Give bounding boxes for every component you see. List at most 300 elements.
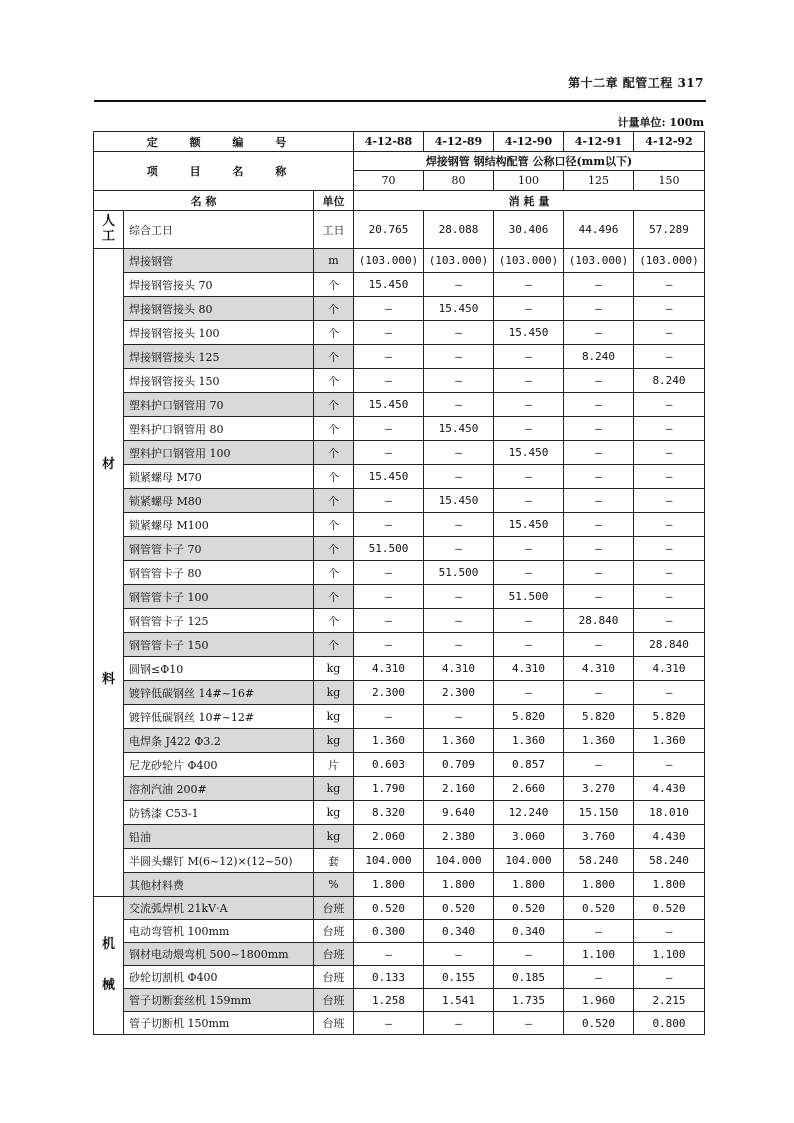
diameter: 80 <box>424 171 494 191</box>
row-value: 9.640 <box>424 801 494 825</box>
row-value: — <box>564 417 634 441</box>
row-unit: kg <box>314 657 354 681</box>
table-row <box>94 345 705 369</box>
row-value: — <box>354 321 424 345</box>
row-value: — <box>424 943 494 966</box>
row-value: 0.520 <box>564 1012 634 1035</box>
row-value: 8.240 <box>634 369 705 393</box>
item-desc: 焊接钢管 钢结构配管 公称口径(mm以下) <box>354 152 705 171</box>
row-name: 交流弧焊机 21kV·A <box>124 897 314 920</box>
row-value: 15.450 <box>424 297 494 321</box>
row-value: — <box>634 561 705 585</box>
row-name: 焊接钢管 <box>124 249 314 273</box>
row-unit: 个 <box>314 273 354 297</box>
row-unit: 个 <box>314 345 354 369</box>
row-value: — <box>494 943 564 966</box>
row-name: 管子切断套丝机 159mm <box>124 989 314 1012</box>
table-row <box>94 825 705 849</box>
row-value: — <box>424 1012 494 1035</box>
row-value: 1.360 <box>634 729 705 753</box>
row-value: 0.185 <box>494 966 564 989</box>
table-row <box>94 249 705 273</box>
row-value: 4.430 <box>634 777 705 801</box>
row-value: — <box>424 705 494 729</box>
unit-note: 计量单位: 100m <box>617 116 704 129</box>
row-value: 28.840 <box>564 609 634 633</box>
table-row <box>94 729 705 753</box>
row-value: — <box>634 753 705 777</box>
row-value: — <box>354 417 424 441</box>
unit-header: 单位 <box>314 191 354 211</box>
header-rule <box>94 100 706 102</box>
diameter: 150 <box>634 171 705 191</box>
row-value: — <box>564 537 634 561</box>
category-machine <box>94 897 124 1035</box>
row-value: 1.360 <box>494 729 564 753</box>
row-value: — <box>494 345 564 369</box>
row-unit: 个 <box>314 297 354 321</box>
row-name: 钢管管卡子 125 <box>124 609 314 633</box>
table-row <box>94 705 705 729</box>
row-value: — <box>354 369 424 393</box>
table-row <box>94 897 705 920</box>
table-row <box>94 465 705 489</box>
row-name: 钢管管卡子 150 <box>124 633 314 657</box>
row-value: — <box>634 513 705 537</box>
row-value: — <box>564 273 634 297</box>
row-unit: kg <box>314 681 354 705</box>
category-char: 料 <box>101 671 115 687</box>
row-name: 塑料护口钢管用 70 <box>124 393 314 417</box>
column-header-row <box>94 191 705 211</box>
row-value: 15.450 <box>494 441 564 465</box>
row-value: (103.000) <box>354 249 424 273</box>
row-name: 电焊条 J422 Φ3.2 <box>124 729 314 753</box>
row-value: 1.735 <box>494 989 564 1012</box>
table-row <box>94 537 705 561</box>
row-value: — <box>634 966 705 989</box>
row-value: — <box>564 561 634 585</box>
quota-code: 4-12-90 <box>494 132 564 152</box>
row-value: — <box>634 585 705 609</box>
row-value: 0.155 <box>424 966 494 989</box>
category-char: 械 <box>101 977 115 993</box>
row-unit: kg <box>314 801 354 825</box>
row-value: 0.857 <box>494 753 564 777</box>
row-value: — <box>494 609 564 633</box>
row-value: — <box>494 465 564 489</box>
table-row <box>94 681 705 705</box>
row-unit: 台班 <box>314 966 354 989</box>
row-value: 0.133 <box>354 966 424 989</box>
row-value: 28.088 <box>424 211 494 249</box>
row-name: 铅油 <box>124 825 314 849</box>
row-value: — <box>354 705 424 729</box>
row-value: — <box>354 609 424 633</box>
row-value: 44.496 <box>564 211 634 249</box>
table-row <box>94 849 705 873</box>
row-value: 3.060 <box>494 825 564 849</box>
table-row <box>94 273 705 297</box>
row-value: 15.450 <box>354 465 424 489</box>
row-value: — <box>564 441 634 465</box>
row-value: — <box>354 585 424 609</box>
row-value: — <box>564 585 634 609</box>
row-value: 51.500 <box>354 537 424 561</box>
row-value: — <box>424 369 494 393</box>
row-value: 18.010 <box>634 801 705 825</box>
table-row <box>94 513 705 537</box>
row-unit: 台班 <box>314 897 354 920</box>
row-value: — <box>494 537 564 561</box>
row-value: — <box>564 753 634 777</box>
row-value: 3.760 <box>564 825 634 849</box>
row-value: — <box>424 513 494 537</box>
table-row <box>94 801 705 825</box>
row-value: — <box>424 585 494 609</box>
row-value: 5.820 <box>634 705 705 729</box>
row-value: — <box>424 633 494 657</box>
row-value: — <box>424 537 494 561</box>
quota-code: 4-12-89 <box>424 132 494 152</box>
row-value: — <box>634 465 705 489</box>
row-value: 2.380 <box>424 825 494 849</box>
row-value: 1.360 <box>424 729 494 753</box>
row-value: — <box>354 561 424 585</box>
row-name: 半圆头螺钉 M(6~12)×(12~50) <box>124 849 314 873</box>
row-value: 4.310 <box>424 657 494 681</box>
row-value: 1.800 <box>424 873 494 897</box>
row-value: 0.520 <box>354 897 424 920</box>
row-unit: 个 <box>314 321 354 345</box>
row-value: — <box>634 393 705 417</box>
row-unit: 个 <box>314 633 354 657</box>
row-value: 2.215 <box>634 989 705 1012</box>
row-value: — <box>634 609 705 633</box>
table-row <box>94 753 705 777</box>
row-value: 4.310 <box>494 657 564 681</box>
row-value: 4.310 <box>354 657 424 681</box>
row-unit: 个 <box>314 513 354 537</box>
quota-code-row <box>94 132 705 152</box>
table-row <box>94 943 705 966</box>
row-name: 钢材电动煨弯机 500~1800mm <box>124 943 314 966</box>
row-value: — <box>424 273 494 297</box>
row-value: 1.100 <box>564 943 634 966</box>
row-value: — <box>634 537 705 561</box>
diameter: 100 <box>494 171 564 191</box>
row-value: — <box>564 393 634 417</box>
row-unit: 个 <box>314 441 354 465</box>
row-value: — <box>424 609 494 633</box>
row-value: 1.800 <box>354 873 424 897</box>
row-name: 溶剂汽油 200# <box>124 777 314 801</box>
row-value: — <box>354 441 424 465</box>
row-value: — <box>634 273 705 297</box>
table-row <box>94 609 705 633</box>
table-row <box>94 561 705 585</box>
row-value: 2.160 <box>424 777 494 801</box>
row-value: 1.360 <box>354 729 424 753</box>
row-value: 1.800 <box>634 873 705 897</box>
row-value: 0.520 <box>424 897 494 920</box>
row-unit: 个 <box>314 393 354 417</box>
row-value: — <box>494 633 564 657</box>
row-value: 104.000 <box>494 849 564 873</box>
row-value: 5.820 <box>564 705 634 729</box>
row-value: — <box>634 297 705 321</box>
row-name: 尼龙砂轮片 Φ400 <box>124 753 314 777</box>
row-value: (103.000) <box>494 249 564 273</box>
row-value: — <box>494 393 564 417</box>
quota-code: 4-12-92 <box>634 132 705 152</box>
row-value: — <box>634 681 705 705</box>
row-value: 0.340 <box>424 920 494 943</box>
table-row <box>94 297 705 321</box>
table-row <box>94 441 705 465</box>
row-value: 15.450 <box>424 417 494 441</box>
row-unit: 个 <box>314 465 354 489</box>
row-value: 2.300 <box>354 681 424 705</box>
row-name: 焊接钢管接头 70 <box>124 273 314 297</box>
row-unit: 个 <box>314 537 354 561</box>
row-value: 4.430 <box>634 825 705 849</box>
table-row <box>94 1012 705 1035</box>
category-char: 工 <box>101 228 115 244</box>
category-material <box>94 249 124 897</box>
row-value: — <box>634 441 705 465</box>
quota-table-body <box>94 132 705 1035</box>
row-value: — <box>634 920 705 943</box>
row-value: 2.060 <box>354 825 424 849</box>
row-unit: kg <box>314 825 354 849</box>
row-value: — <box>424 345 494 369</box>
row-unit: 个 <box>314 489 354 513</box>
table-row <box>94 966 705 989</box>
table-row <box>94 393 705 417</box>
row-value: 0.800 <box>634 1012 705 1035</box>
row-value: (103.000) <box>564 249 634 273</box>
category-char: 材 <box>101 456 115 472</box>
row-value: 0.340 <box>494 920 564 943</box>
row-name: 管子切断机 150mm <box>124 1012 314 1035</box>
row-value: — <box>354 297 424 321</box>
row-unit: 台班 <box>314 1012 354 1035</box>
row-value: — <box>494 369 564 393</box>
row-name: 锁紧螺母 M80 <box>124 489 314 513</box>
name-header: 名 称 <box>94 191 314 211</box>
row-value: 3.270 <box>564 777 634 801</box>
row-value: 0.520 <box>494 897 564 920</box>
row-value: 51.500 <box>424 561 494 585</box>
row-unit: 套 <box>314 849 354 873</box>
row-value: 2.660 <box>494 777 564 801</box>
row-name: 焊接钢管接头 150 <box>124 369 314 393</box>
row-value: — <box>634 321 705 345</box>
row-value: 58.240 <box>564 849 634 873</box>
category-labor <box>94 211 124 249</box>
row-value: 51.500 <box>494 585 564 609</box>
row-name: 焊接钢管接头 125 <box>124 345 314 369</box>
row-name: 电动弯管机 100mm <box>124 920 314 943</box>
row-name: 锁紧螺母 M70 <box>124 465 314 489</box>
row-value: — <box>564 321 634 345</box>
row-value: — <box>354 1012 424 1035</box>
row-name: 其他材料费 <box>124 873 314 897</box>
row-value: 1.800 <box>494 873 564 897</box>
row-value: — <box>564 465 634 489</box>
row-value: — <box>494 561 564 585</box>
row-value: — <box>424 465 494 489</box>
row-unit: kg <box>314 729 354 753</box>
table-row <box>94 657 705 681</box>
row-value: 1.541 <box>424 989 494 1012</box>
row-name: 综合工日 <box>124 211 314 249</box>
row-value: 30.406 <box>494 211 564 249</box>
row-value: — <box>424 441 494 465</box>
row-name: 焊接钢管接头 80 <box>124 297 314 321</box>
row-value: 4.310 <box>564 657 634 681</box>
quota-code: 4-12-91 <box>564 132 634 152</box>
diameter: 70 <box>354 171 424 191</box>
row-value: — <box>564 633 634 657</box>
table-row <box>94 211 705 249</box>
row-value: — <box>564 681 634 705</box>
row-value: — <box>634 345 705 369</box>
row-value: — <box>354 345 424 369</box>
row-value: — <box>634 417 705 441</box>
row-unit: 个 <box>314 609 354 633</box>
table-row <box>94 777 705 801</box>
table-row <box>94 873 705 897</box>
row-value: 15.450 <box>354 393 424 417</box>
row-value: — <box>494 1012 564 1035</box>
row-unit: 台班 <box>314 989 354 1012</box>
row-value: — <box>564 966 634 989</box>
item-desc-row <box>94 152 705 171</box>
row-value: 8.320 <box>354 801 424 825</box>
category-char: 机 <box>101 936 115 952</box>
quota-table <box>93 131 705 1035</box>
row-value: — <box>494 297 564 321</box>
consumption-header: 消 耗 量 <box>354 191 705 211</box>
row-value: 15.450 <box>424 489 494 513</box>
row-value: 1.960 <box>564 989 634 1012</box>
page-header: 第十二章 配管工程 317 <box>568 76 704 90</box>
table-row <box>94 417 705 441</box>
row-unit: kg <box>314 777 354 801</box>
row-value: — <box>494 489 564 513</box>
row-unit: kg <box>314 705 354 729</box>
row-value: (103.000) <box>634 249 705 273</box>
row-name: 砂轮切割机 Φ400 <box>124 966 314 989</box>
row-name: 钢管管卡子 70 <box>124 537 314 561</box>
row-value: — <box>424 321 494 345</box>
row-value: — <box>564 920 634 943</box>
row-value: — <box>354 489 424 513</box>
row-value: — <box>634 489 705 513</box>
row-name: 镀锌低碳钢丝 10#~12# <box>124 705 314 729</box>
row-unit: m <box>314 249 354 273</box>
row-value: 2.300 <box>424 681 494 705</box>
row-unit: 个 <box>314 417 354 441</box>
table-row <box>94 321 705 345</box>
row-value: 12.240 <box>494 801 564 825</box>
row-value: 4.310 <box>634 657 705 681</box>
row-value: — <box>424 393 494 417</box>
table-row <box>94 633 705 657</box>
row-value: 28.840 <box>634 633 705 657</box>
row-value: — <box>564 489 634 513</box>
quota-code: 4-12-88 <box>354 132 424 152</box>
row-value: — <box>354 633 424 657</box>
row-value: 15.450 <box>494 321 564 345</box>
row-value: 5.820 <box>494 705 564 729</box>
row-name: 圆钢≤Φ10 <box>124 657 314 681</box>
table-row <box>94 920 705 943</box>
row-value: — <box>354 943 424 966</box>
row-value: 0.520 <box>634 897 705 920</box>
row-value: — <box>494 273 564 297</box>
row-name: 塑料护口钢管用 100 <box>124 441 314 465</box>
row-value: 104.000 <box>424 849 494 873</box>
table-row <box>94 369 705 393</box>
row-value: 0.709 <box>424 753 494 777</box>
row-value: — <box>564 513 634 537</box>
row-value: 1.360 <box>564 729 634 753</box>
item-label: 项 目 名 称 <box>94 152 354 191</box>
row-value: 1.800 <box>564 873 634 897</box>
row-name: 钢管管卡子 80 <box>124 561 314 585</box>
row-unit: 工日 <box>314 211 354 249</box>
row-name: 钢管管卡子 100 <box>124 585 314 609</box>
row-value: 0.300 <box>354 920 424 943</box>
row-value: 1.258 <box>354 989 424 1012</box>
row-unit: 个 <box>314 585 354 609</box>
row-unit: 台班 <box>314 943 354 966</box>
row-value: 57.289 <box>634 211 705 249</box>
row-value: 0.603 <box>354 753 424 777</box>
table-row <box>94 989 705 1012</box>
row-value: 58.240 <box>634 849 705 873</box>
row-value: — <box>494 681 564 705</box>
row-unit: 台班 <box>314 920 354 943</box>
row-value: 8.240 <box>564 345 634 369</box>
row-value: — <box>564 297 634 321</box>
row-name: 锁紧螺母 M100 <box>124 513 314 537</box>
row-value: 15.150 <box>564 801 634 825</box>
row-value: — <box>354 513 424 537</box>
row-value: 1.790 <box>354 777 424 801</box>
row-value: — <box>564 369 634 393</box>
row-value: 15.450 <box>354 273 424 297</box>
row-value: 0.520 <box>564 897 634 920</box>
diameter: 125 <box>564 171 634 191</box>
row-value: 15.450 <box>494 513 564 537</box>
row-name: 焊接钢管接头 100 <box>124 321 314 345</box>
row-unit: 片 <box>314 753 354 777</box>
row-unit: % <box>314 873 354 897</box>
row-unit: 个 <box>314 561 354 585</box>
row-value: 1.100 <box>634 943 705 966</box>
row-name: 防锈漆 C53-1 <box>124 801 314 825</box>
row-unit: 个 <box>314 369 354 393</box>
row-value: 104.000 <box>354 849 424 873</box>
category-char: 人 <box>101 213 115 229</box>
quota-label: 定 额 编 号 <box>94 132 354 152</box>
row-name: 镀锌低碳钢丝 14#~16# <box>124 681 314 705</box>
row-value: (103.000) <box>424 249 494 273</box>
